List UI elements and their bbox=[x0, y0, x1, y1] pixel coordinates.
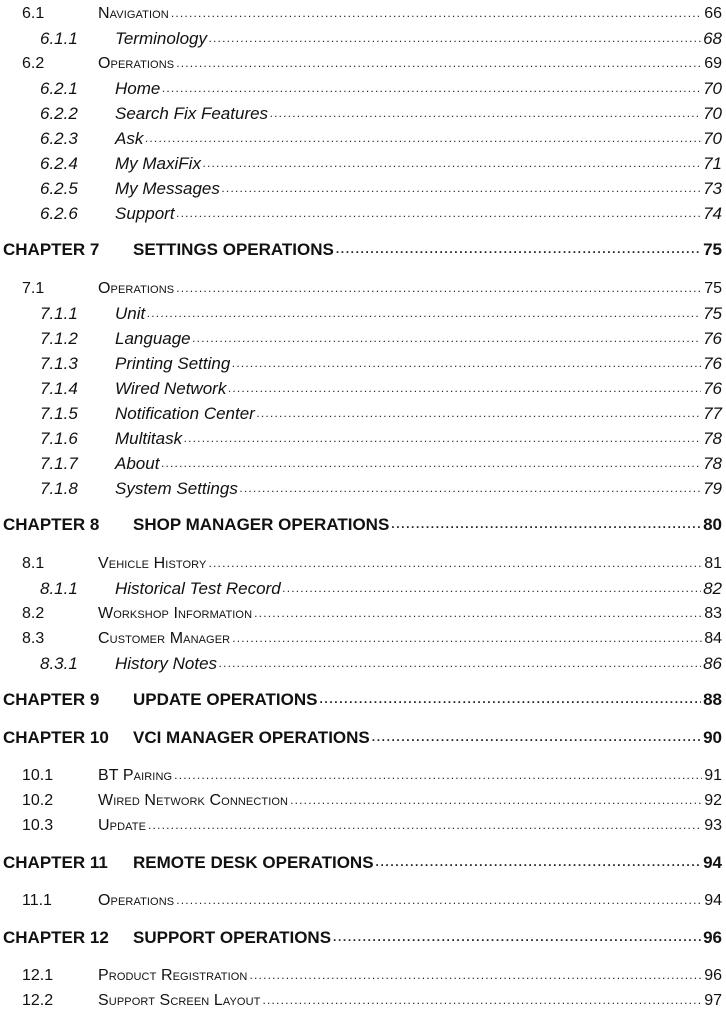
dot-leader bbox=[184, 433, 701, 445]
toc-entry-title: SHOP MANAGER OPERATIONS bbox=[133, 515, 390, 534]
toc-entry-number: CHAPTER 8 bbox=[3, 515, 100, 534]
dot-leader bbox=[254, 608, 702, 620]
dot-leader bbox=[203, 158, 701, 170]
toc-chapter-entry[interactable] bbox=[0, 688, 722, 710]
toc-entry[interactable] bbox=[0, 327, 722, 349]
toc-entry-title: UPDATE OPERATIONS bbox=[133, 690, 318, 709]
toc-entry-number: 6.1 bbox=[22, 5, 45, 22]
dot-leader bbox=[320, 694, 702, 706]
toc-entry[interactable] bbox=[0, 452, 722, 474]
toc-entry[interactable] bbox=[0, 302, 722, 324]
toc-entry-title: Language bbox=[115, 329, 191, 348]
toc-entry-page: 93 bbox=[704, 817, 722, 834]
dot-leader bbox=[257, 408, 701, 420]
toc-entry[interactable] bbox=[0, 652, 722, 674]
toc-entry-title: Terminology bbox=[115, 29, 207, 48]
toc-entry-page: 75 bbox=[704, 280, 722, 297]
toc-entry-title: Wired Network Connection bbox=[98, 792, 289, 809]
toc-entry-page: 78 bbox=[703, 454, 722, 473]
toc-entry[interactable] bbox=[0, 352, 722, 374]
toc-entry-page: 94 bbox=[703, 853, 722, 872]
toc-entry-title: Unit bbox=[115, 304, 146, 323]
dot-leader bbox=[262, 995, 702, 1007]
toc-entry-title: SUPPORT OPERATIONS bbox=[133, 928, 332, 947]
toc-entry-page: 88 bbox=[703, 690, 722, 709]
toc-entry-title: System Settings bbox=[115, 479, 238, 498]
toc-entry-page: 96 bbox=[703, 928, 722, 947]
dot-leader bbox=[270, 108, 701, 120]
toc-entry-page: 77 bbox=[703, 404, 722, 423]
toc-entry[interactable] bbox=[0, 552, 722, 574]
toc-entry-number: 6.2.1 bbox=[40, 79, 78, 98]
toc-entry-number: 6.2.3 bbox=[40, 129, 78, 148]
toc-entry-title: Home bbox=[115, 79, 161, 98]
toc-entry-title: About bbox=[115, 454, 160, 473]
toc-entry[interactable] bbox=[0, 789, 722, 811]
toc-entry-number: 8.3.1 bbox=[40, 654, 78, 673]
toc-entry-number: 10.3 bbox=[22, 817, 54, 834]
toc-entry-page: 91 bbox=[704, 767, 722, 784]
toc-entry-number: 8.2 bbox=[22, 605, 45, 622]
toc-entry[interactable] bbox=[0, 377, 722, 399]
dot-leader bbox=[176, 895, 702, 907]
dot-leader bbox=[171, 8, 702, 20]
toc-entry-page: 66 bbox=[704, 5, 722, 22]
toc-entry[interactable] bbox=[0, 127, 722, 149]
toc-entry-title: Wired Network bbox=[115, 379, 227, 398]
dot-leader bbox=[372, 732, 701, 744]
toc-entry-number: 7.1.4 bbox=[40, 379, 78, 398]
toc-entry-page: 90 bbox=[703, 728, 722, 747]
toc-entry[interactable] bbox=[0, 27, 722, 49]
dot-leader bbox=[228, 383, 701, 395]
dot-leader bbox=[249, 970, 702, 982]
toc-entry-page: 92 bbox=[704, 792, 722, 809]
dot-leader bbox=[177, 208, 702, 220]
dot-leader bbox=[208, 558, 702, 570]
toc-entry-page: 86 bbox=[703, 654, 722, 673]
toc-entry-number: CHAPTER 10 bbox=[3, 728, 109, 747]
toc-chapter-entry[interactable] bbox=[0, 513, 722, 535]
toc-entry-title: Customer Manager bbox=[98, 630, 231, 647]
toc-entry[interactable] bbox=[0, 477, 722, 499]
toc-entry[interactable] bbox=[0, 202, 722, 224]
dot-leader bbox=[232, 358, 701, 370]
toc-entry-number: CHAPTER 9 bbox=[3, 690, 100, 709]
toc-entry-title: SETTINGS OPERATIONS bbox=[133, 240, 334, 259]
toc-entry-title: Operations bbox=[98, 892, 175, 909]
toc-entry-title: My Messages bbox=[115, 179, 220, 198]
toc-entry-title: Operations bbox=[98, 55, 175, 72]
toc-entry-title: Update bbox=[98, 817, 147, 834]
toc-entry-page: 75 bbox=[703, 240, 722, 259]
toc-entry-number: 6.2.5 bbox=[40, 179, 78, 198]
toc-entry[interactable] bbox=[0, 814, 722, 836]
toc-entry-title: Support Screen Layout bbox=[98, 992, 261, 1009]
toc-entry-number: 10.2 bbox=[22, 792, 54, 809]
toc-entry[interactable] bbox=[0, 102, 722, 124]
toc-entry-number: 8.1.1 bbox=[40, 579, 78, 598]
toc-entry-page: 83 bbox=[704, 605, 722, 622]
toc-entry-page: 76 bbox=[703, 329, 722, 348]
toc-entry-number: 7.1.6 bbox=[40, 429, 78, 448]
toc-entry[interactable] bbox=[0, 402, 722, 424]
toc-entry[interactable] bbox=[0, 77, 722, 99]
toc-entry[interactable] bbox=[0, 152, 722, 174]
toc-chapter-entry[interactable] bbox=[0, 926, 722, 948]
dot-leader bbox=[232, 633, 702, 645]
toc-entry[interactable] bbox=[0, 577, 722, 599]
toc-entry-title: Ask bbox=[115, 129, 144, 148]
toc-entry-page: 69 bbox=[704, 55, 722, 72]
toc-entry-number: CHAPTER 7 bbox=[3, 240, 100, 259]
toc-entry-number: 7.1.8 bbox=[40, 479, 78, 498]
dot-leader bbox=[222, 183, 701, 195]
toc-entry-number: 7.1 bbox=[22, 280, 45, 297]
toc-entry[interactable] bbox=[0, 427, 722, 449]
toc-entry-page: 74 bbox=[703, 204, 722, 223]
toc-entry-page: 80 bbox=[703, 515, 722, 534]
toc-entry-title: BT Pairing bbox=[98, 767, 173, 784]
toc-entry-title: Product Registration bbox=[98, 967, 248, 984]
toc-entry-title: Support bbox=[115, 204, 175, 223]
toc-entry-page: 76 bbox=[703, 379, 722, 398]
toc-entry-title: Vehicle History bbox=[98, 555, 207, 572]
dot-leader bbox=[147, 308, 701, 320]
toc-entry-number: 11.1 bbox=[22, 892, 52, 909]
dot-leader bbox=[391, 519, 701, 531]
toc-entry[interactable] bbox=[0, 277, 722, 299]
toc-entry-number: CHAPTER 11 bbox=[3, 853, 108, 872]
toc-entry-number: 6.2.6 bbox=[40, 204, 78, 223]
toc-entry-title: My MaxiFix bbox=[115, 154, 201, 173]
toc-entry[interactable] bbox=[0, 964, 722, 986]
toc-entry[interactable] bbox=[0, 2, 722, 24]
toc-entry[interactable] bbox=[0, 602, 722, 624]
toc-entry[interactable] bbox=[0, 627, 722, 649]
toc-entry[interactable] bbox=[0, 52, 722, 74]
toc-entry-number: 7.1.7 bbox=[40, 454, 78, 473]
toc-entry-title: Multitask bbox=[115, 429, 183, 448]
toc-entry-page: 70 bbox=[703, 104, 722, 123]
dot-leader bbox=[148, 820, 702, 832]
toc-entry-number: 8.1 bbox=[22, 555, 45, 572]
toc-entry-number: 7.1.5 bbox=[40, 404, 78, 423]
toc-entry-number: 12.2 bbox=[22, 992, 54, 1009]
toc-entry-page: 82 bbox=[703, 579, 722, 598]
dot-leader bbox=[193, 333, 701, 345]
toc-entry-page: 75 bbox=[703, 304, 722, 323]
toc-entry[interactable] bbox=[0, 764, 722, 786]
toc-entry[interactable] bbox=[0, 889, 722, 911]
toc-entry-title: Navigation bbox=[98, 5, 169, 22]
toc-entry-page: 76 bbox=[703, 354, 722, 373]
toc-entry-page: 79 bbox=[703, 479, 722, 498]
toc-entry-page: 96 bbox=[704, 967, 722, 984]
toc-entry-number: 12.1 bbox=[22, 967, 54, 984]
toc-entry[interactable] bbox=[0, 989, 722, 1011]
toc-entry-number: 7.1.3 bbox=[40, 354, 78, 373]
toc-entry-number: 6.1.1 bbox=[40, 29, 78, 48]
toc-entry-number: CHAPTER 12 bbox=[3, 928, 109, 947]
toc-chapter-entry[interactable] bbox=[0, 851, 722, 873]
toc-entry-number: 8.3 bbox=[22, 630, 45, 647]
toc-entry-title: Historical Test Record bbox=[115, 579, 281, 598]
toc-entry-title: Notification Center bbox=[115, 404, 255, 423]
toc-entry-number: 6.2.4 bbox=[40, 154, 78, 173]
dot-leader bbox=[162, 83, 701, 95]
toc-entry-page: 70 bbox=[703, 79, 722, 98]
dot-leader bbox=[219, 658, 701, 670]
toc-entry-number: 7.1.1 bbox=[40, 304, 78, 323]
dot-leader bbox=[145, 133, 701, 145]
dot-leader bbox=[283, 583, 701, 595]
dot-leader bbox=[240, 483, 701, 495]
toc-entry-title: Search Fix Features bbox=[115, 104, 269, 123]
dot-leader bbox=[333, 932, 701, 944]
toc-entry-number: 6.2.2 bbox=[40, 104, 78, 123]
toc-entry-page: 70 bbox=[703, 129, 722, 148]
dot-leader bbox=[176, 58, 702, 70]
toc-entry-number: 6.2 bbox=[22, 55, 45, 72]
toc-entry-title: Operations bbox=[98, 280, 175, 297]
dot-leader bbox=[174, 770, 702, 782]
dot-leader bbox=[376, 857, 702, 869]
dot-leader bbox=[176, 283, 702, 295]
toc-entry-title: History Notes bbox=[115, 654, 218, 673]
toc-entry-page: 71 bbox=[703, 154, 722, 173]
toc-entry[interactable] bbox=[0, 177, 722, 199]
toc-entry-number: 7.1.2 bbox=[40, 329, 78, 348]
dot-leader bbox=[336, 244, 701, 256]
toc-entry-page: 81 bbox=[704, 555, 722, 572]
toc-entry-title: VCI MANAGER OPERATIONS bbox=[133, 728, 370, 747]
toc-entry-title: Printing Setting bbox=[115, 354, 231, 373]
toc-entry-page: 68 bbox=[703, 29, 722, 48]
toc-entry-number: 10.1 bbox=[22, 767, 54, 784]
dot-leader bbox=[209, 33, 701, 45]
toc-chapter-entry[interactable] bbox=[0, 726, 722, 748]
toc-entry-page: 78 bbox=[703, 429, 722, 448]
toc-entry-page: 73 bbox=[703, 179, 722, 198]
toc-chapter-entry[interactable] bbox=[0, 238, 722, 260]
toc-entry-page: 84 bbox=[704, 630, 722, 647]
dot-leader bbox=[161, 458, 701, 470]
toc-entry-title: REMOTE DESK OPERATIONS bbox=[133, 853, 374, 872]
dot-leader bbox=[290, 795, 702, 807]
toc-entry-page: 97 bbox=[704, 992, 722, 1009]
toc-entry-title: Workshop Information bbox=[98, 605, 253, 622]
toc-entry-page: 94 bbox=[704, 892, 722, 909]
